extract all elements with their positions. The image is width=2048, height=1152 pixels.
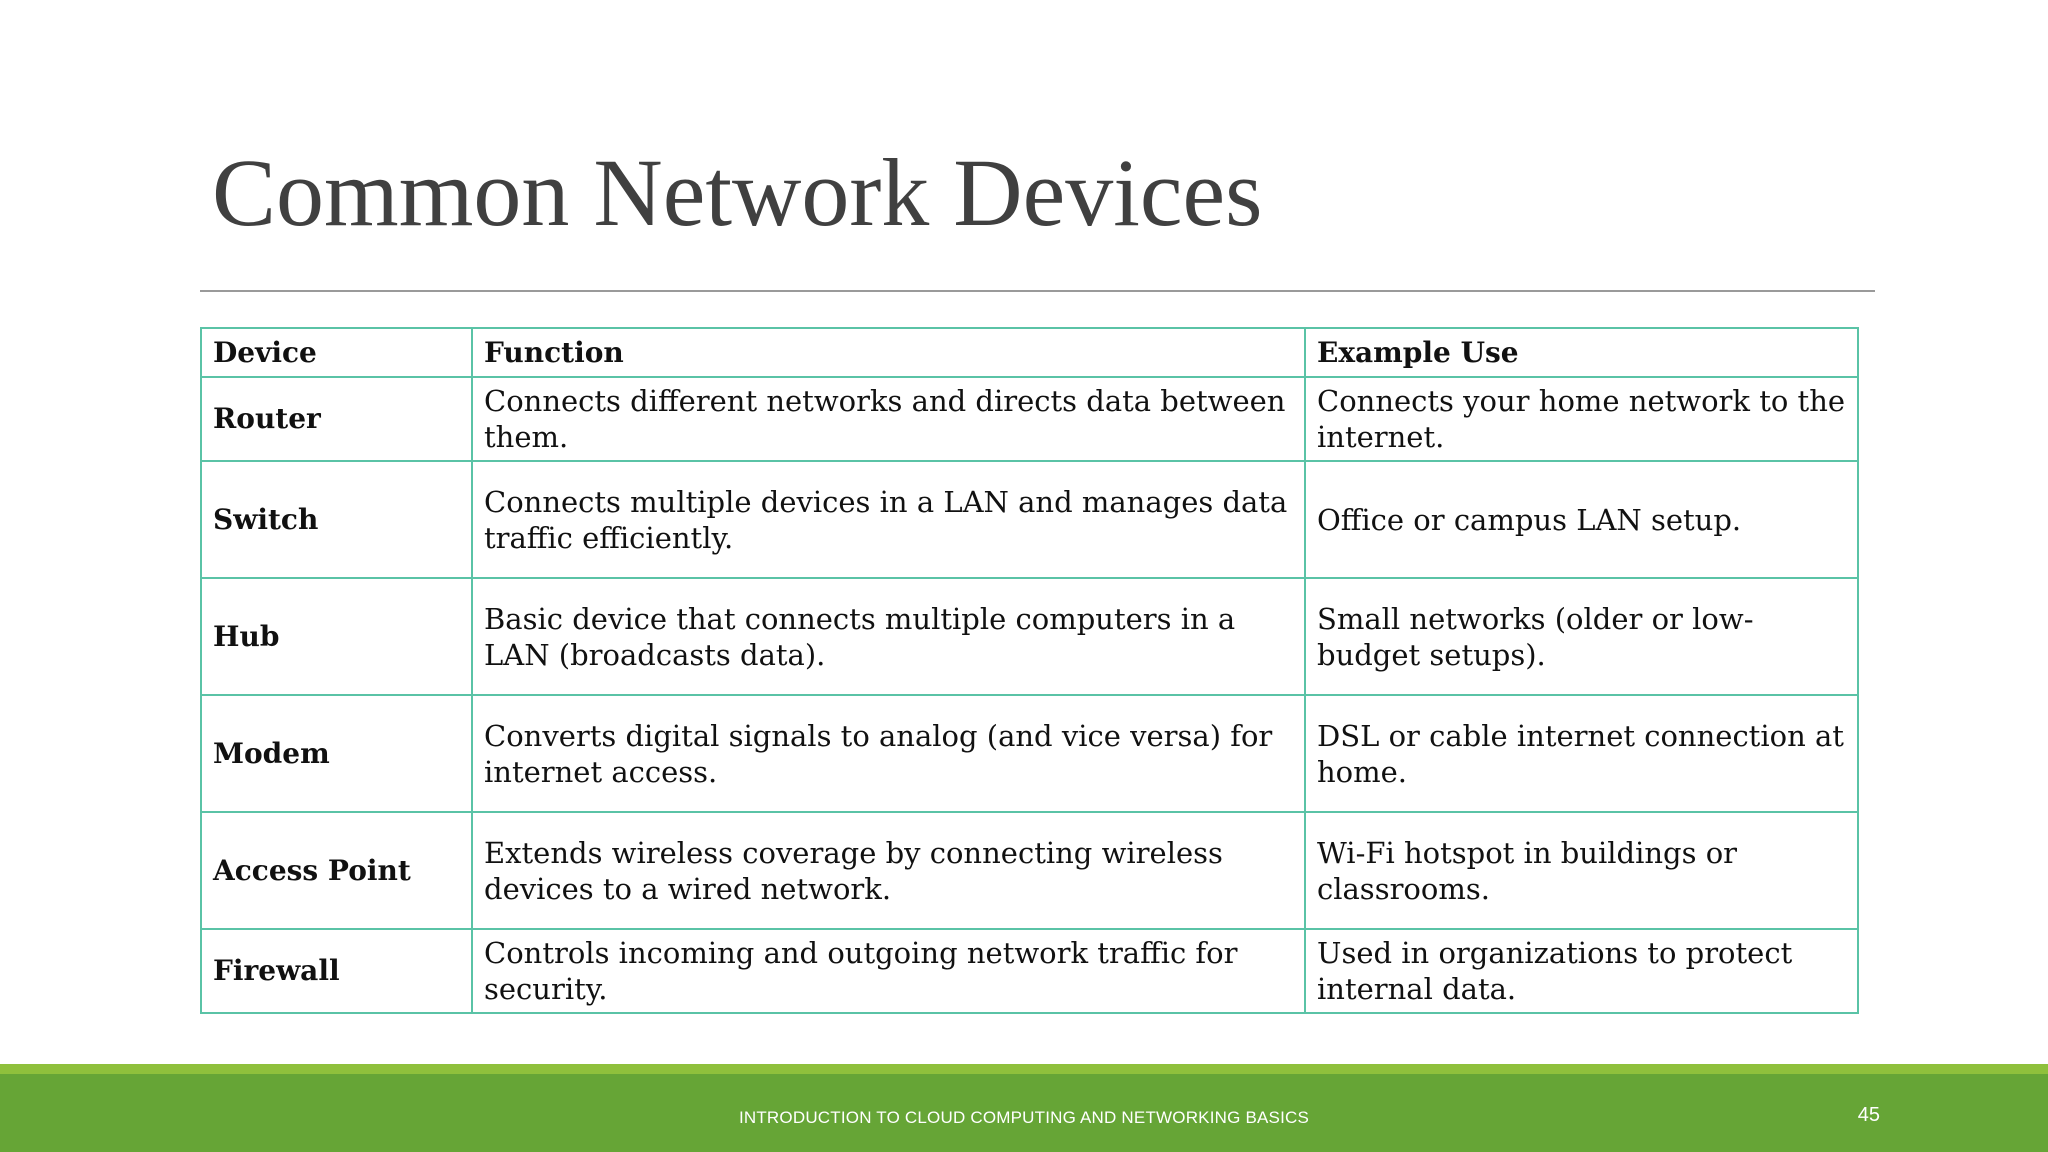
device-function: Connects multiple devices in a LAN and manages data traffic efficiently.: [472, 461, 1305, 578]
device-name: Router: [201, 377, 472, 461]
table-row: [201, 377, 1858, 461]
footer-accent-bar: [0, 1064, 2048, 1074]
device-example: Used in organizations to protect internal data.: [1305, 929, 1858, 1013]
device-example: Wi-Fi hotspot in buildings or classrooms.: [1305, 812, 1858, 929]
device-name: Switch: [201, 461, 472, 578]
device-example: Connects your home network to the internet.: [1305, 377, 1858, 461]
device-example: Office or campus LAN setup.: [1305, 461, 1858, 578]
device-name: Hub: [201, 578, 472, 695]
table-row: [201, 461, 1858, 578]
device-example: DSL or cable internet connection at home.: [1305, 695, 1858, 812]
table-row: [201, 929, 1858, 1013]
device-function: Connects different networks and directs data between them.: [472, 377, 1305, 461]
device-example: Small networks (older or low-budget setups).: [1305, 578, 1858, 695]
devices-table: [200, 327, 1859, 1014]
title-divider: [200, 290, 1875, 292]
device-name: Modem: [201, 695, 472, 812]
device-function: Basic device that connects multiple computers in a LAN (broadcasts data).: [472, 578, 1305, 695]
table-header-row: [201, 328, 1858, 377]
table-row: [201, 695, 1858, 812]
header-device: Device: [201, 328, 472, 377]
page-number: 45: [1857, 1104, 1880, 1126]
table-row: [201, 812, 1858, 929]
device-function: Extends wireless coverage by connecting wireless devices to a wired network.: [472, 812, 1305, 929]
table-row: [201, 578, 1858, 695]
header-example-use: Example Use: [1305, 328, 1858, 377]
slide-title: Common Network Devices: [212, 139, 1263, 246]
device-name: Access Point: [201, 812, 472, 929]
header-function: Function: [472, 328, 1305, 377]
device-function: Controls incoming and outgoing network traffic for security.: [472, 929, 1305, 1013]
footer-course-title: INTRODUCTION TO CLOUD COMPUTING AND NETWORKING BASICS: [738, 1108, 1310, 1127]
device-name: Firewall: [201, 929, 472, 1013]
device-function: Converts digital signals to analog (and vice versa) for internet access.: [472, 695, 1305, 812]
